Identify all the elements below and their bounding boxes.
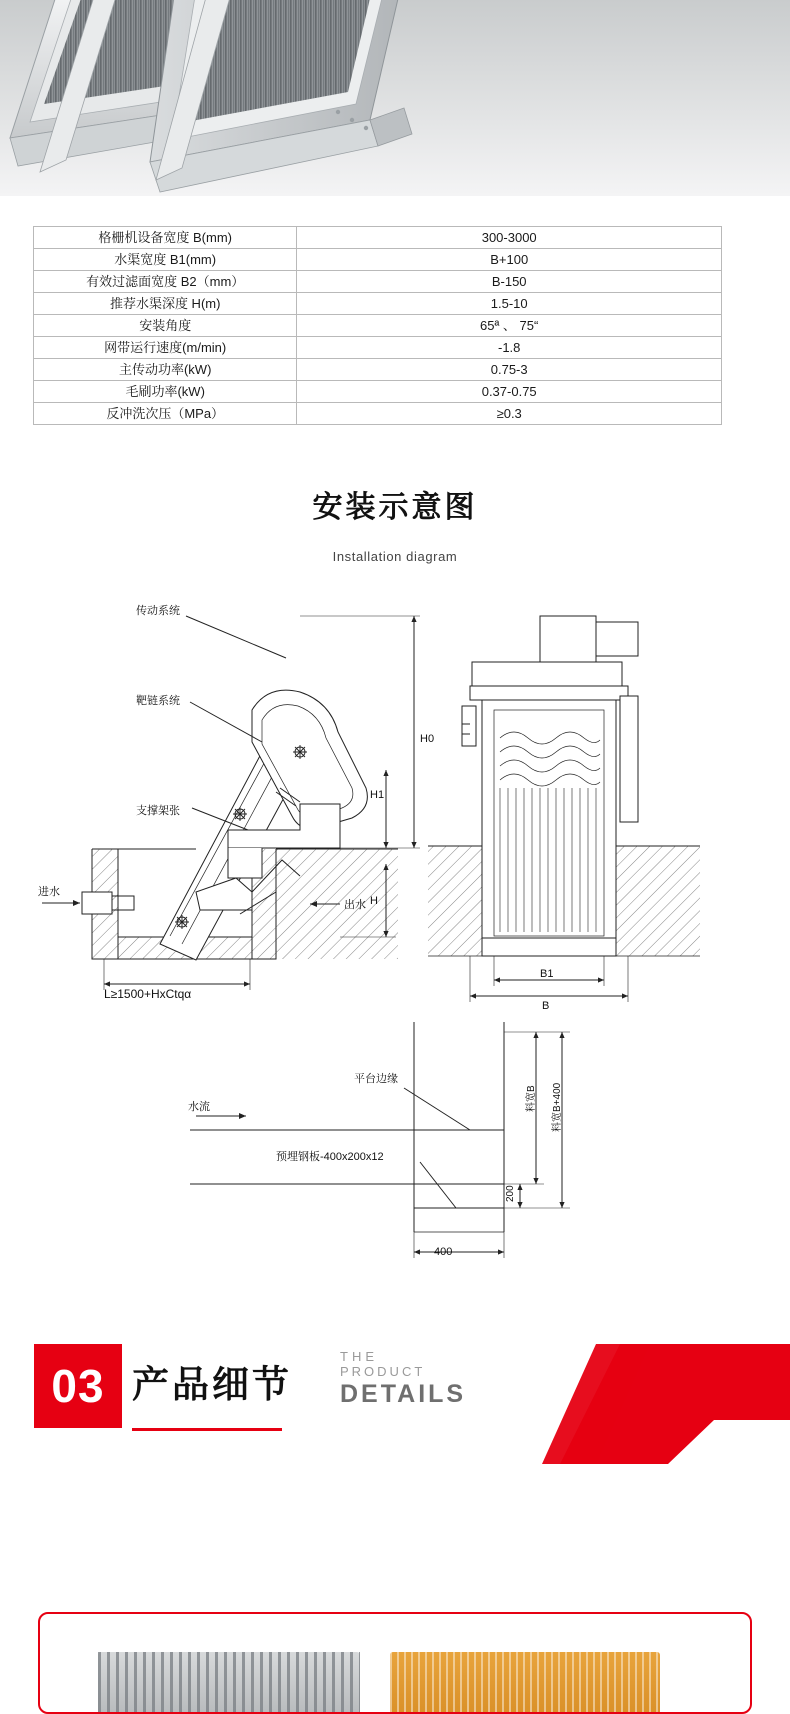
label-200: 200 [505,1185,516,1202]
table-row [34,293,722,315]
product-photo [0,0,790,196]
label-chain-system: 靶链系统 [136,695,180,707]
banner-en-line1: THE [340,1349,378,1364]
spec-param: 主传动功率(kW) [34,359,297,381]
spec-param: 水渠宽度 B1(mm) [34,249,297,271]
spec-param: 毛刷功率(kW) [34,381,297,403]
spec-table-body [34,227,722,425]
table-row [34,249,722,271]
banner-title: 产品细节 [132,1364,292,1405]
label-drive-system: 传动系统 [136,605,180,617]
label-plate-width: 料宽B [526,1085,537,1112]
page-subtitle: Installation diagram [332,549,458,564]
detail-photo-card [38,1612,752,1714]
spec-param: 网带运行速度(m/min) [34,337,297,359]
banner-red-shape [500,1344,790,1464]
spec-value: 65ª 、 75“ [297,315,722,337]
table-row [34,381,722,403]
label-inlet: 进水 [38,886,60,898]
label-length-formula: L≥1500+HxCtqα [104,987,192,1001]
label-outlet: 出水 [344,899,366,911]
label-b: B [542,1000,550,1012]
product-photo-illustration [0,0,790,196]
label-plate-width-400: 料宽B+400 [552,1082,563,1132]
spec-value: 0.75-3 [297,359,722,381]
spec-value: -1.8 [297,337,722,359]
banner-en-line2: PRODUCT [340,1363,426,1379]
table-row [34,403,722,425]
banner-en-line3: DETAILS [340,1379,467,1408]
label-support-frame: 支撑架张 [136,805,180,817]
table-row [34,315,722,337]
spec-param: 安装角度 [34,315,297,337]
spec-value: B-150 [297,271,722,293]
mesh-texture [390,1652,660,1714]
banner-subtitle [340,1350,466,1409]
banner-underline [132,1428,282,1431]
spec-value: 0.37-0.75 [297,381,722,403]
label-h: H [370,895,378,907]
installation-diagram [0,592,790,1264]
table-row [34,271,722,293]
label-platform-edge: 平台边缘 [354,1073,398,1085]
section-banner [0,1344,790,1464]
label-b1: B1 [540,968,554,980]
installation-diagram-svg [0,592,790,1264]
banner-number: 03 [34,1344,122,1428]
spec-table [33,226,722,425]
label-h1: H1 [370,789,385,801]
label-h0: H0 [420,733,435,745]
label-400: 400 [434,1246,453,1258]
spec-param: 推荐水渠深度 H(m) [34,293,297,315]
spec-value: 1.5-10 [297,293,722,315]
detail-photo-grate [98,1652,360,1714]
table-row [34,359,722,381]
spec-param: 有效过滤面宽度 B2（mm） [34,271,297,293]
label-water-flow: 水流 [188,1101,210,1113]
table-row [34,227,722,249]
spec-value: 300-3000 [297,227,722,249]
spec-param: 反冲洗次压（MPa） [34,403,297,425]
page-title: 安装示意图 [312,491,478,524]
grate-texture [98,1652,360,1714]
spec-param: 格栅机设备宽度 B(mm) [34,227,297,249]
table-row [34,337,722,359]
label-embedded-plate: 预埋钢板-400x200x12 [276,1151,384,1163]
detail-photo-mesh [390,1652,660,1714]
spec-value: B+100 [297,249,722,271]
spec-value: ≥0.3 [297,403,722,425]
